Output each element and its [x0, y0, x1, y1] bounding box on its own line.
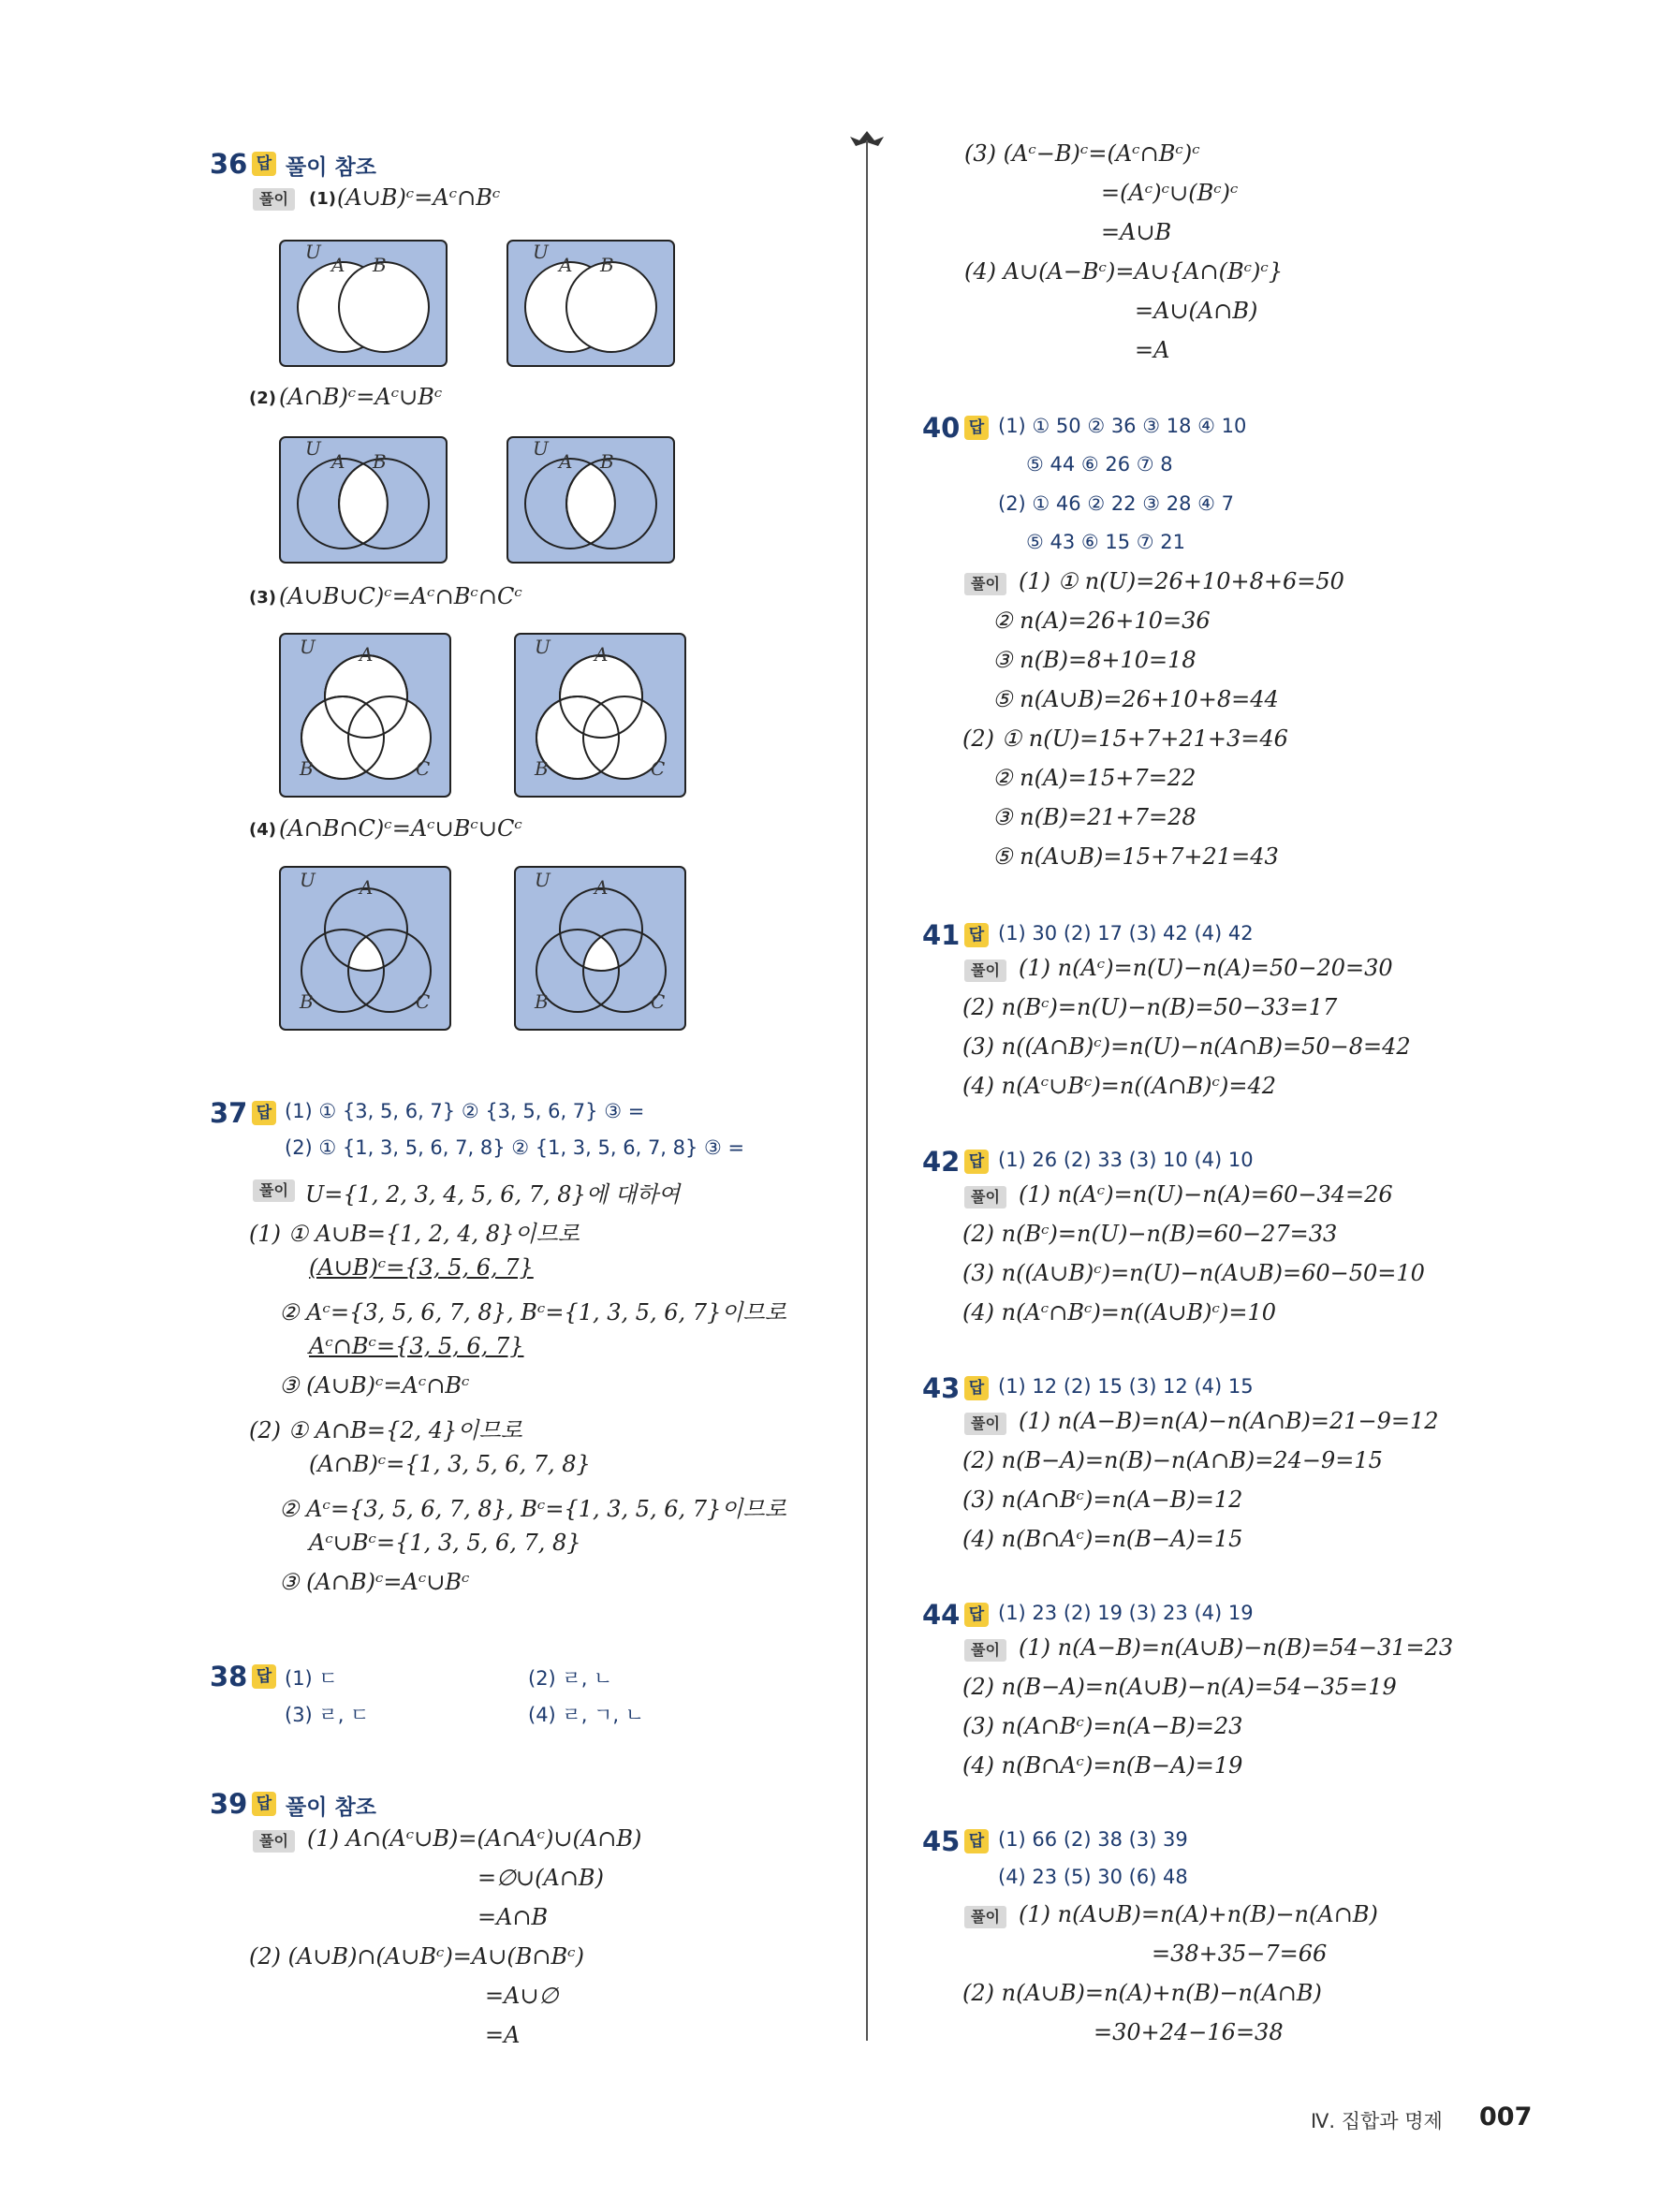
solution-line: =A∪∅	[485, 1983, 559, 2009]
solution-line: =(Aᶜ)ᶜ∪(Bᶜ)ᶜ	[1101, 180, 1239, 206]
answer-badge: 답	[964, 1150, 989, 1174]
solution-line: (2) n(B−A)=n(B)−n(A∩B)=24−9=15	[962, 1447, 1383, 1473]
answer-text: (3) ㄹ, ㄷ	[285, 1704, 370, 1726]
solution-line: (3) n((A∪B)ᶜ)=n(U)−n(A∪B)=60−50=10	[962, 1260, 1425, 1286]
venn-diagram-3b	[514, 633, 688, 799]
solution-tag: 풀이	[253, 1179, 295, 1202]
svg-text:A: A	[331, 254, 345, 276]
solution-line: (4) n(B∩Aᶜ)=n(B−A)=15	[962, 1526, 1243, 1552]
solution-line: ③ (A∩B)ᶜ=Aᶜ∪Bᶜ	[279, 1569, 470, 1595]
solution-tag: 풀이	[253, 188, 295, 211]
svg-text:U: U	[533, 437, 549, 460]
solution-line: (2) n(A∪B)=n(A)+n(B)−n(A∩B)	[962, 1980, 1322, 2006]
svg-text:B: B	[373, 450, 387, 473]
solution-line: (1) n(Aᶜ)=n(U)−n(A)=50−20=30	[1019, 955, 1393, 981]
solution-line: (3) (Aᶜ−B)ᶜ=(Aᶜ∩Bᶜ)ᶜ	[964, 140, 1200, 167]
solution-line: (1) A∩(Aᶜ∪B)=(A∩Aᶜ)∪(A∩B)	[307, 1825, 642, 1852]
solution-line: (1) ① n(U)=26+10+8+6=50	[1019, 568, 1344, 594]
solution-line: (2) n(B−A)=n(A∪B)−n(A)=54−35=19	[962, 1674, 1397, 1700]
svg-text:B: B	[600, 254, 614, 276]
solution-line: ③ n(B)=8+10=18	[992, 647, 1197, 673]
solution-line: =A	[1135, 337, 1170, 363]
answer-badge: 답	[964, 416, 989, 440]
solution-line: =∅∪(A∩B)	[477, 1865, 604, 1891]
svg-text:U: U	[300, 869, 316, 891]
sub-label: (3)	[249, 588, 276, 608]
solution-line: =A∪B	[1101, 219, 1172, 245]
sub-label: (2)	[249, 388, 276, 408]
problem-number: 38	[210, 1661, 248, 1692]
svg-text:B: B	[535, 990, 549, 1013]
equation: (A∩B)ᶜ=Aᶜ∪Bᶜ	[279, 384, 443, 410]
problem-number: 42	[922, 1146, 961, 1178]
solution-tag: 풀이	[964, 960, 1006, 982]
svg-text:C: C	[416, 757, 431, 780]
solution-line: ② Aᶜ={3, 5, 6, 7, 8}, Bᶜ={1, 3, 5, 6, 7}이므로	[279, 1496, 786, 1522]
solution-line: (2) ① n(U)=15+7+21+3=46	[962, 725, 1288, 752]
solution-line: (4) n(B∩Aᶜ)=n(B−A)=19	[962, 1752, 1243, 1779]
svg-text:A: A	[360, 643, 374, 666]
solution-line: =30+24−16=38	[1094, 2019, 1284, 2045]
solution-line: ⑤ n(A∪B)=26+10+8=44	[992, 686, 1279, 712]
answer-badge: 답	[252, 1792, 276, 1816]
answer-text: (4) 23 (5) 30 (6) 48	[998, 1866, 1188, 1888]
equation: (A∪B)ᶜ=Aᶜ∩Bᶜ	[337, 184, 501, 211]
answer-text: ⑤ 44 ⑥ 26 ⑦ 8	[1026, 453, 1173, 476]
solution-line: (A∪B)ᶜ={3, 5, 6, 7}	[309, 1254, 534, 1281]
solution-line: (1) n(A−B)=n(A∪B)−n(B)=54−31=23	[1019, 1634, 1454, 1661]
solution-line: =A∪(A∩B)	[1135, 298, 1258, 324]
svg-text:A: A	[559, 254, 573, 276]
problem-number: 37	[210, 1097, 248, 1129]
problem-number: 40	[922, 412, 961, 444]
solution-line: (1) n(A−B)=n(A)−n(A∩B)=21−9=12	[1019, 1408, 1439, 1434]
page-number: 007	[1479, 2102, 1533, 2131]
venn-diagram-1b	[507, 240, 677, 369]
answer-text: ⑤ 43 ⑥ 15 ⑦ 21	[1026, 531, 1186, 553]
solution-tag: 풀이	[964, 1186, 1006, 1209]
solution-line: Aᶜ∩Bᶜ={3, 5, 6, 7}	[309, 1333, 524, 1359]
solution-line: (A∩B)ᶜ={1, 3, 5, 6, 7, 8}	[309, 1451, 591, 1477]
svg-text:B: B	[600, 450, 614, 473]
problem-number: 36	[210, 148, 248, 180]
answer-badge: 답	[252, 152, 276, 176]
solution-line: (2) n(Bᶜ)=n(U)−n(B)=50−33=17	[962, 994, 1338, 1020]
solution-line: (1) n(Aᶜ)=n(U)−n(A)=60−34=26	[1019, 1181, 1393, 1208]
solution-line: =38+35−7=66	[1152, 1941, 1328, 1967]
svg-text:A: A	[360, 876, 374, 899]
sub-label: (1)	[309, 189, 336, 209]
solution-tag: 풀이	[253, 1830, 295, 1853]
svg-text:C: C	[651, 990, 666, 1013]
svg-text:A: A	[595, 876, 609, 899]
solution-line: (3) n((A∩B)ᶜ)=n(U)−n(A∩B)=50−8=42	[962, 1033, 1411, 1060]
problem-number: 39	[210, 1788, 248, 1820]
solution-tag: 풀이	[964, 1413, 1006, 1435]
solution-line: U={1, 2, 3, 4, 5, 6, 7, 8}에 대하여	[305, 1181, 681, 1208]
svg-text:B: B	[535, 757, 549, 780]
answer-badge: 답	[964, 923, 989, 947]
solution-line: =A∩B	[477, 1904, 549, 1930]
solution-line: ⑤ n(A∪B)=15+7+21=43	[992, 843, 1279, 870]
solution-line: (1) ① A∪B={1, 2, 4, 8}이므로	[249, 1221, 580, 1247]
equation: (A∪B∪C)ᶜ=Aᶜ∩Bᶜ∩Cᶜ	[279, 583, 522, 609]
venn-diagram-2a	[279, 436, 449, 565]
solution-tag: 풀이	[964, 1639, 1006, 1662]
column-divider	[866, 140, 868, 2041]
svg-text:U: U	[535, 636, 551, 658]
solution-line: (4) n(Aᶜ∩Bᶜ)=n((A∪B)ᶜ)=10	[962, 1299, 1277, 1326]
answer-text: (1) ㄷ	[285, 1667, 338, 1690]
solution-line: Aᶜ∪Bᶜ={1, 3, 5, 6, 7, 8}	[309, 1530, 581, 1556]
venn-diagram-3a	[279, 633, 453, 799]
solution-line: ③ (A∪B)ᶜ=Aᶜ∩Bᶜ	[279, 1372, 470, 1399]
svg-text:U: U	[305, 241, 321, 263]
answer-text: (1) ① 50 ② 36 ③ 18 ④ 10	[998, 415, 1247, 437]
svg-text:C: C	[416, 990, 431, 1013]
answer-badge: 답	[964, 1376, 989, 1400]
svg-text:C: C	[651, 757, 666, 780]
answer-text: (1) ① {3, 5, 6, 7} ② {3, 5, 6, 7} ③ =	[285, 1100, 645, 1122]
svg-text:U: U	[533, 241, 549, 263]
problem-number: 45	[922, 1825, 961, 1857]
solution-tag: 풀이	[964, 1906, 1006, 1928]
svg-text:A: A	[331, 450, 345, 473]
venn-diagram-2b	[507, 436, 677, 565]
answer-text: 풀이 참조	[286, 1795, 376, 1820]
solution-line: ② n(A)=26+10=36	[992, 608, 1211, 634]
answer-text: (2) ① {1, 3, 5, 6, 7, 8} ② {1, 3, 5, 6, 7, 8} ③ =	[285, 1136, 745, 1159]
svg-text:B: B	[373, 254, 387, 276]
venn-diagram-1a	[279, 240, 449, 369]
venn-diagram-4a	[279, 866, 453, 1033]
solution-line: (1) n(A∪B)=n(A)+n(B)−n(A∩B)	[1019, 1901, 1378, 1927]
solution-line: ③ n(B)=21+7=28	[992, 804, 1197, 830]
answer-text: (1) 30 (2) 17 (3) 42 (4) 42	[998, 922, 1254, 945]
svg-text:A: A	[595, 643, 609, 666]
solution-line: ② n(A)=15+7=22	[992, 765, 1197, 791]
answer-text: 풀이 참조	[286, 155, 376, 180]
problem-number: 41	[922, 919, 961, 951]
answer-badge: 답	[252, 1101, 276, 1125]
answer-text: (1) 12 (2) 15 (3) 12 (4) 15	[998, 1375, 1254, 1398]
solution-line: (3) n(A∩Bᶜ)=n(A−B)=23	[962, 1713, 1243, 1739]
solution-line: (2) (A∪B)∩(A∪Bᶜ)=A∪(B∩Bᶜ)	[249, 1943, 584, 1970]
solution-line: (3) n(A∩Bᶜ)=n(A−B)=12	[962, 1487, 1243, 1513]
solution-line: (2) ① A∩B={2, 4}이므로	[249, 1417, 522, 1443]
answer-text: (4) ㄹ, ㄱ, ㄴ	[528, 1704, 644, 1726]
solution-line: (4) A∪(A−Bᶜ)=A∪{A∩(Bᶜ)ᶜ}	[964, 258, 1284, 285]
solution-line: ② Aᶜ={3, 5, 6, 7, 8}, Bᶜ={1, 3, 5, 6, 7}이므로	[279, 1299, 786, 1326]
answer-text: (1) 26 (2) 33 (3) 10 (4) 10	[998, 1149, 1254, 1171]
solution-line: (4) n(Aᶜ∪Bᶜ)=n((A∩B)ᶜ)=42	[962, 1073, 1277, 1099]
solution-line: (2) n(Bᶜ)=n(U)−n(B)=60−27=33	[962, 1221, 1338, 1247]
problem-number: 44	[922, 1599, 961, 1631]
sub-label: (4)	[249, 820, 276, 840]
answer-text: (1) 23 (2) 19 (3) 23 (4) 19	[998, 1602, 1254, 1624]
answer-badge: 답	[252, 1664, 276, 1689]
svg-text:B: B	[300, 990, 314, 1013]
venn-diagram-4b	[514, 866, 688, 1033]
solution-tag: 풀이	[964, 573, 1006, 595]
svg-text:A: A	[559, 450, 573, 473]
svg-text:B: B	[300, 757, 314, 780]
svg-text:U: U	[535, 869, 551, 891]
answer-badge: 답	[964, 1603, 989, 1627]
svg-text:U: U	[300, 636, 316, 658]
answer-text: (1) 66 (2) 38 (3) 39	[998, 1828, 1188, 1851]
answer-text: (2) ① 46 ② 22 ③ 28 ④ 7	[998, 492, 1234, 515]
answer-badge: 답	[964, 1829, 989, 1853]
problem-number: 43	[922, 1372, 961, 1404]
svg-text:U: U	[305, 437, 321, 460]
solution-line: =A	[485, 2022, 521, 2048]
section-title: Ⅳ. 집합과 명제	[1311, 2110, 1443, 2132]
equation: (A∩B∩C)ᶜ=Aᶜ∪Bᶜ∪Cᶜ	[279, 815, 522, 842]
answer-text: (2) ㄹ, ㄴ	[528, 1667, 613, 1690]
